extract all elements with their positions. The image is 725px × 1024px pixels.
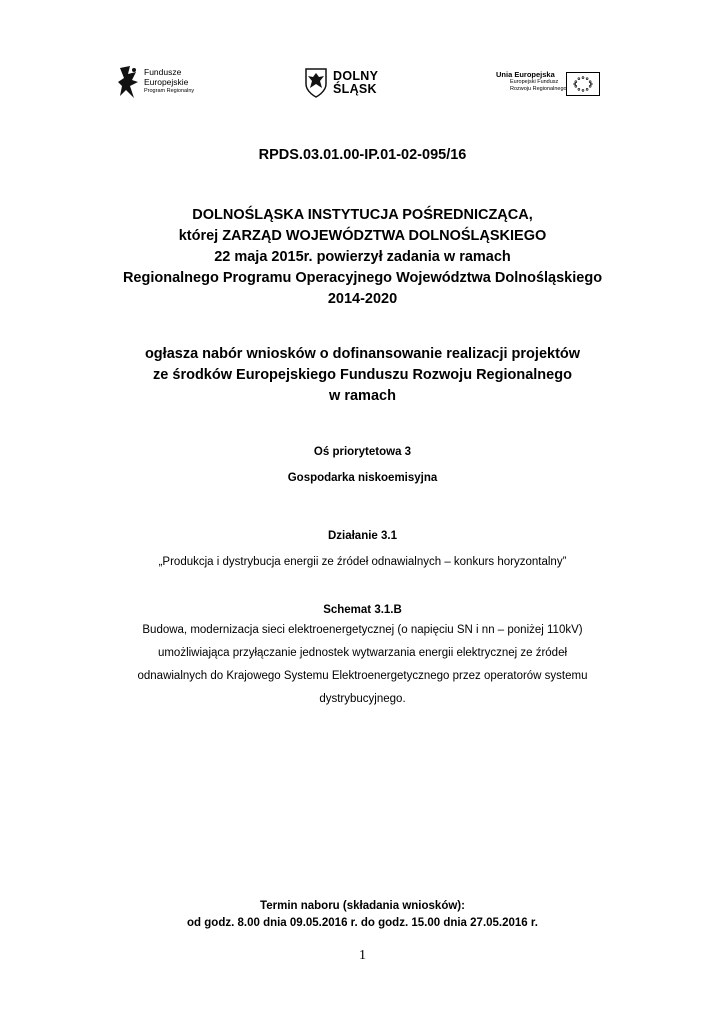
ds-line1: DOLNY — [333, 69, 379, 83]
priority-axis-title: Gospodarka niskoemisyjna — [287, 472, 438, 484]
scheme-line: Budowa, modernizacja sieci elektroenergetycznej (o napięciu SN i nn – poniżej 110kV) — [142, 624, 583, 636]
fundusze-europejskie-logo — [118, 66, 218, 102]
fundusze-star-icon — [118, 66, 140, 100]
ue-line3: Rozwoju Regionalnego — [510, 86, 567, 92]
term-value: od godz. 8.00 dnia 09.05.2016 r. do godz. 15.00 dnia 27.05.2016 r. — [187, 917, 538, 929]
eu-flag-icon — [566, 72, 600, 96]
application-term — [80, 898, 645, 932]
announcement-block — [80, 344, 645, 407]
fe-line3: Program Regionalny — [144, 88, 195, 94]
dolny-slask-logo — [305, 68, 395, 100]
announcement-line: w ramach — [329, 388, 396, 404]
fe-line1: Fundusze — [144, 67, 182, 77]
reference-number: RPDS.03.01.00-IP.01-02-095/16 — [258, 147, 467, 163]
ds-line2: ŚLĄSK — [333, 81, 377, 96]
scheme-line: dystrybucyjnego. — [319, 693, 406, 705]
announcement-line: ogłasza nabór wniosków o dofinansowanie realizacji projektów — [144, 346, 581, 362]
announcement-line: ze środków Europejskiego Funduszu Rozwoju Regionalnego — [153, 367, 572, 383]
ue-line2: Europejski Fundusz — [510, 79, 559, 85]
action-number: Działanie 3.1 — [327, 530, 398, 542]
ue-line1: Unia Europejska — [496, 70, 555, 79]
institution-block — [80, 205, 645, 310]
institution-line: DOLNOŚLĄSKA INSTYTUCJA POŚREDNICZĄCA, — [192, 207, 533, 223]
scheme-line: umożliwiająca przyłączanie jednostek wytwarzania energii elektrycznej ze źródeł — [157, 647, 568, 659]
unia-europejska-logo — [496, 70, 606, 102]
scheme-line: odnawialnych do Krajowego Systemu Elektroenergetycznego przez operatorów systemu — [137, 670, 588, 682]
scheme-number: Schemat 3.1.B — [323, 604, 402, 616]
scheme-description — [80, 619, 645, 711]
institution-line: 2014-2020 — [327, 291, 398, 307]
institution-line: 22 maja 2015r. powierzył zadania w ramach — [214, 249, 511, 265]
page-number: 1 — [359, 948, 366, 963]
priority-axis-number: Oś priorytetowa 3 — [313, 446, 412, 458]
eagle-shield-icon — [305, 68, 327, 98]
term-label: Termin naboru (składania wniosków): — [260, 900, 465, 912]
action-title: „Produkcja i dystrybucja energii ze źródeł odnawialnych – konkurs horyzontalny” — [158, 556, 567, 568]
institution-line: której ZARZĄD WOJEWÓDZTWA DOLNOŚLĄSKIEGO — [178, 228, 547, 244]
fe-line2: Europejskie — [144, 76, 189, 87]
institution-line: Regionalnego Programu Operacyjnego Województwa Dolnośląskiego — [122, 270, 603, 286]
logo-bar — [0, 64, 725, 104]
